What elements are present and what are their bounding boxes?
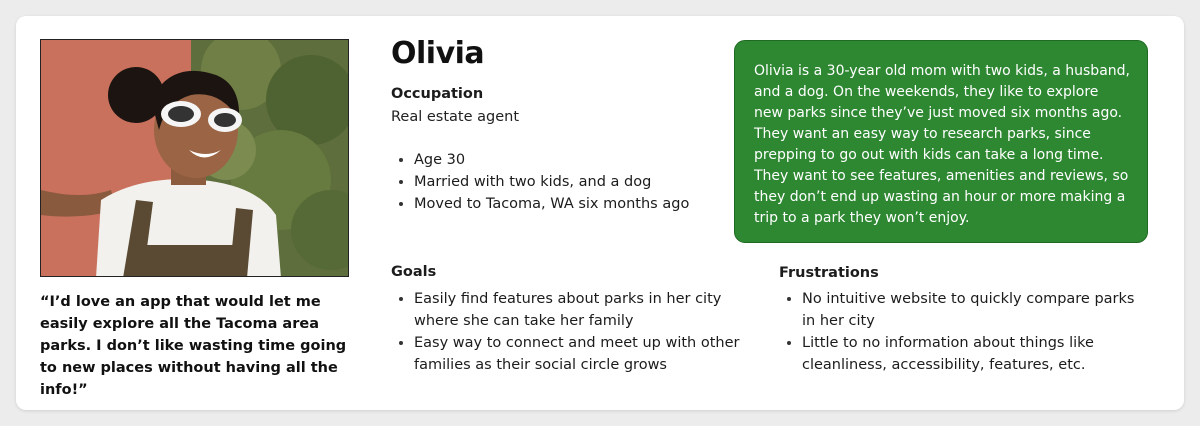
portrait-illustration (41, 40, 349, 277)
fact-item-location: Moved to Tacoma, WA six months ago (396, 193, 689, 215)
persona-bio: Olivia is a 30-year old mom with two kids, a husband, and a dog. On the weekends, they like to explore new parks since they’ve just moved six months ago. They want an easy way to research parks, since prepping to go out with kids can take a long time. They want to see features, amenities and reviews, so they don’t end up wasting an hour or more making a trip to a park they won’t enjoy. (734, 40, 1148, 243)
persona-quote: “I’d love an app that would let me easily explore all the Tacoma area parks. I don’t like wasting time going to new places without having all the info!” (40, 294, 347, 398)
frustrations-title: Frustrations (779, 265, 879, 281)
persona-card (16, 16, 1184, 410)
persona-facts-list (396, 149, 689, 215)
occupation-value: Real estate agent (391, 109, 520, 125)
goals-title: Goals (391, 264, 437, 280)
occupation-label: Occupation (391, 86, 484, 102)
persona-photo (40, 39, 349, 277)
frustration-item: No intuitive website to quickly compare parks in her city (779, 288, 1139, 332)
frustrations-list (779, 288, 1139, 376)
fact-item-family: Married with two kids, and a dog (396, 171, 689, 193)
goals-list (391, 288, 763, 376)
frustration-item: Little to no information about things like cleanliness, accessibility, features, etc. (779, 332, 1139, 376)
fact-item-age: Age 30 (396, 149, 689, 171)
persona-name: Olivia (391, 36, 485, 71)
goal-item: Easily find features about parks in her city where she can take her family (391, 288, 763, 332)
goal-item: Easy way to connect and meet up with other families as their social circle grows (391, 332, 763, 376)
